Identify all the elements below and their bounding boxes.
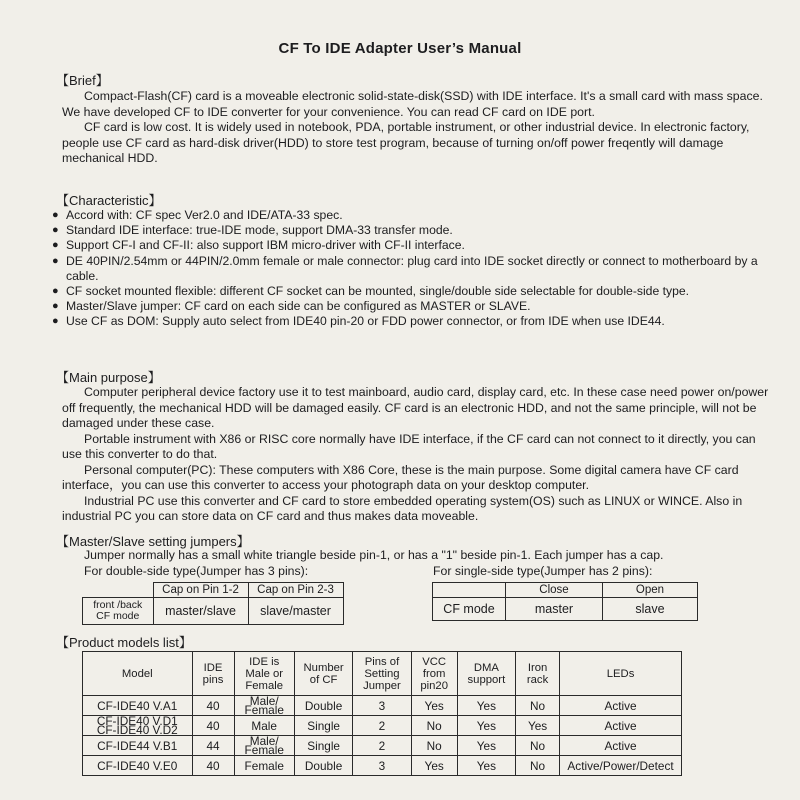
models-heading: 【Product models list】: [56, 635, 192, 650]
table-header-cell: Iron rack: [516, 652, 560, 696]
table-cell: 3: [353, 696, 411, 716]
table-cell: CF-IDE40 V.E0: [83, 756, 193, 776]
jumpers-heading: 【Master/Slave setting jumpers】: [56, 534, 250, 549]
table-header-cell: DMA support: [457, 652, 515, 696]
table-header-cell: IDE is Male or Female: [234, 652, 294, 696]
table-header-cell: Number of CF: [294, 652, 352, 696]
main-purpose-heading: 【Main purpose】: [56, 370, 161, 385]
brief-heading: 【Brief】: [56, 73, 109, 88]
brief-paragraph-2: CF card is low cost. It is widely used in notebook, PDA, portable instrument, or other industrial device. In electronic factory, people use CF card as hard-disk driver(HDD) to store test program, because of turning on/off power freqently will damage mechanical HDD.: [62, 120, 750, 165]
brief-paragraph-1: Compact-Flash(CF) card is a moveable electronic solid-state-disk(SSD) with IDE interface. It's a small card with mass space. We have developed CF to IDE converter for your convenience. You can read CF card on IDE port.: [62, 89, 763, 119]
table-cell: CF-IDE40 V.A1: [83, 696, 193, 716]
table-cell: 40: [192, 756, 234, 776]
table-cell: Female: [234, 756, 294, 776]
table-cell: slave/master: [248, 598, 343, 625]
table-header-cell: IDE pins: [192, 652, 234, 696]
table-cell: Active/Power/Detect: [560, 756, 682, 776]
purpose-paragraph-2: Portable instrument with X86 or RISC core normally have IDE interface, if the CF card can not connect to it directly, you can use this converter to do that.: [62, 431, 756, 461]
table-cell: No: [411, 736, 457, 756]
table-header-cell: Model: [83, 652, 193, 696]
table-cell: 44: [192, 736, 234, 756]
table-row-label: front /back CF mode: [83, 598, 154, 625]
table-cell: No: [516, 696, 560, 716]
table-header-cell: LEDs: [560, 652, 682, 696]
table-header-cell: Cap on Pin 2-3: [248, 583, 343, 598]
table-cell: Male: [234, 716, 294, 736]
table-row-label: CF mode: [433, 598, 506, 621]
table-cell: Double: [294, 756, 352, 776]
list-item: ● Standard IDE interface: true-IDE mode, support DMA-33 transfer mode.: [52, 223, 453, 238]
table-cell: Active: [560, 716, 682, 736]
table-cell: No: [516, 756, 560, 776]
table-cell: 2: [353, 736, 411, 756]
bullet-icon: ●: [52, 224, 59, 237]
list-item: ● Master/Slave jumper: CF card on each side can be configured as MASTER or SLAVE.: [52, 299, 531, 314]
purpose-paragraph-4: Industrial PC use this converter and CF card to store embedded operating system(OS) such as LINUX or WINCE. Also in industrial PC you can store data on CF card and thus makes data moveable.: [62, 493, 743, 523]
list-item: ● Use CF as DOM: Supply auto select from IDE40 pin-20 or FDD power connector, or from IDE when use IDE44.: [52, 314, 665, 329]
table-cell: Male/ Female: [234, 736, 294, 756]
table-cell: Yes: [516, 716, 560, 736]
table-cell: 40: [192, 716, 234, 736]
main-purpose-section: [62, 385, 772, 525]
purpose-paragraph-1: Computer peripheral device factory use it to test mainboard, audio card, display card, etc. In these case need power on/power off frequently, the mechanical HDD will be damaged easily. CF card is an electronic HDD, and not the same principle, will not be damaged under these case.: [62, 385, 769, 430]
table-row: [83, 696, 682, 716]
table-header-cell: Cap on Pin 1-2: [153, 583, 248, 598]
table-cell: 2: [353, 716, 411, 736]
table-cell: slave: [603, 598, 698, 621]
brief-section: [62, 89, 772, 167]
bullet-icon: ●: [52, 239, 59, 252]
jumpers-intro: Jumper normally has a small white triangle beside pin-1, or has a "1" beside pin-1. Each jumper has a cap.: [84, 548, 664, 562]
double-side-jumper-table: [82, 582, 344, 625]
list-item: ● Accord with: CF spec Ver2.0 and IDE/ATA-33 spec.: [52, 208, 343, 222]
table-header-cell: Pins of Setting Jumper: [353, 652, 411, 696]
table-cell: Single: [294, 736, 352, 756]
table-cell: No: [411, 716, 457, 736]
page-title: CF To IDE Adapter User’s Manual: [278, 40, 522, 57]
table-header-cell: VCC from pin20: [411, 652, 457, 696]
table-cell: CF-IDE40 V.D1 CF-IDE40 V.D2: [83, 716, 193, 736]
list-item: ● Support CF-I and CF-II: also support IBM micro-driver with CF-II interface.: [52, 238, 465, 253]
table-corner-cell: [433, 583, 506, 598]
table-cell: Yes: [457, 756, 515, 776]
table-cell: Yes: [457, 716, 515, 736]
table-cell: Yes: [411, 696, 457, 716]
double-side-caption: For double-side type(Jumper has 3 pins):: [84, 564, 309, 578]
table-cell: master/slave: [153, 598, 248, 625]
bullet-icon: ●: [52, 209, 59, 221]
table-cell: Yes: [411, 756, 457, 776]
table-cell: No: [516, 736, 560, 756]
table-row: [83, 756, 682, 776]
table-header-row: [83, 652, 682, 696]
table-cell: Single: [294, 716, 352, 736]
table-cell: Yes: [457, 696, 515, 716]
table-cell: 40: [192, 696, 234, 716]
product-models-table: [82, 651, 682, 776]
table-cell: Active: [560, 696, 682, 716]
purpose-paragraph-3: Personal computer(PC): These computers with X86 Core, these is the main purpose. Some digital camera have CF card interface，you can use this converter to access your photograph data on your desktop computer.: [62, 462, 739, 492]
table-cell: 3: [353, 756, 411, 776]
table-cell: Male/ Female: [234, 696, 294, 716]
single-side-jumper-table: [432, 582, 698, 621]
table-header-cell: Close: [506, 583, 603, 598]
bullet-icon: ●: [52, 300, 59, 313]
bullet-icon: ●: [52, 315, 59, 328]
single-side-caption: For single-side type(Jumper has 2 pins):: [433, 564, 653, 578]
bullet-icon: ●: [52, 285, 59, 298]
table-header-cell: Open: [603, 583, 698, 598]
table-corner-cell: [83, 583, 154, 598]
table-row: [83, 736, 682, 756]
table-cell: Double: [294, 696, 352, 716]
table-cell: Yes: [457, 736, 515, 756]
table-cell: CF-IDE44 V.B1: [83, 736, 193, 756]
table-cell: master: [506, 598, 603, 621]
characteristic-list: [52, 208, 772, 330]
list-item: ● CF socket mounted flexible: different CF socket can be mounted, single/double side selectable for double-side type.: [52, 284, 690, 299]
list-item: ● DE 40PIN/2.54mm or 44PIN/2.0mm female or male connector: plug card into IDE socket directly or connect to motherboard by a cable.: [52, 253, 758, 283]
bullet-icon: ●: [52, 254, 59, 267]
table-row: [83, 716, 682, 736]
characteristic-heading: 【Characteristic】: [56, 193, 162, 208]
table-cell: Active: [560, 736, 682, 756]
